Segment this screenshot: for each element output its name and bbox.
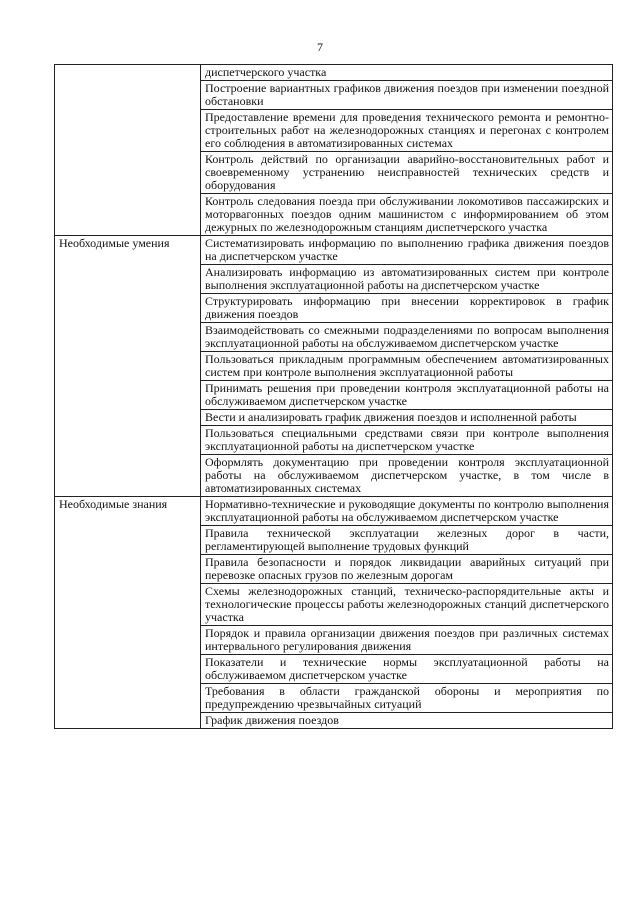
requirement-item: Принимать решения при проведении контроля эксплуатационной работы на обслуживаемом диспетчерском участке — [201, 381, 613, 410]
requirement-item: Требования в области гражданской обороны и мероприятия по предупреждению чрезвычайных ситуаций — [201, 684, 613, 713]
requirement-item: Пользоваться прикладным программным обеспечением автоматизированных систем при контроле выполнения эксплуатационной работы — [201, 352, 613, 381]
requirement-item: Нормативно-технические и руководящие документы по контролю выполнения эксплуатационной работы на обслуживаемом диспетчерском участке — [201, 497, 613, 526]
requirement-item: Предоставление времени для проведения технического ремонта и ремонтно-строительных работ на железнодорожных станциях и перегонах с контролем его соблюдения в автоматизированных системах — [201, 110, 613, 152]
requirement-item: График движения поездов — [201, 713, 613, 729]
table-row — [55, 236, 613, 265]
section-label: Необходимые умения — [55, 236, 201, 497]
requirement-item: Контроль действий по организации аварийно-восстановительных работ и своевременному устранению неисправностей технических средств и оборудования — [201, 152, 613, 194]
requirement-item: Правила безопасности и порядок ликвидации аварийных ситуаций при перевозке опасных грузов по железным дорогам — [201, 555, 613, 584]
requirement-item: диспетчерского участка — [201, 65, 613, 81]
requirement-item: Схемы железнодорожных станций, техническо-распорядительные акты и технологические процессы работы железнодорожных станций диспетчерского участка — [201, 584, 613, 626]
competency-table — [54, 64, 613, 729]
requirement-item: Систематизировать информацию по выполнению графика движения поездов на диспетчерском участке — [201, 236, 613, 265]
requirement-item: Структурировать информацию при внесении корректировок в график движения поездов — [201, 294, 613, 323]
requirement-item: Контроль следования поезда при обслуживании локомотивов пассажирских и моторвагонных поездов одним машинистом с информированием об этом дежурных по железнодорожным станциям диспетчерского участка — [201, 194, 613, 236]
section-label: Необходимые знания — [55, 497, 201, 729]
requirement-item: Показатели и технические нормы эксплуатационной работы на обслуживаемом диспетчерском участке — [201, 655, 613, 684]
requirement-item: Анализировать информацию из автоматизированных систем при контроле выполнения эксплуатационной работы на диспетчерском участке — [201, 265, 613, 294]
requirement-item: Порядок и правила организации движения поездов при различных системах интервального регулирования движения — [201, 626, 613, 655]
requirement-item: Оформлять документацию при проведении контроля эксплуатационной работы на обслуживаемом диспетчерском участке, в том числе в автоматизированных системах — [201, 455, 613, 497]
table-row — [55, 65, 613, 81]
requirement-item: Вести и анализировать график движения поездов и исполненной работы — [201, 410, 613, 426]
competency-table-body — [55, 65, 613, 729]
requirement-item: Пользоваться специальными средствами связи при контроле выполнения эксплуатационной работы на диспетчерском участке — [201, 426, 613, 455]
page-number: 7 — [317, 40, 323, 54]
requirement-item: Построение вариантных графиков движения поездов при изменении поездной обстановки — [201, 81, 613, 110]
section-label — [55, 65, 201, 236]
requirement-item: Правила технической эксплуатации железных дорог в части, регламентирующей выполнение трудовых функций — [201, 526, 613, 555]
requirement-item: Взаимодействовать со смежными подразделениями по вопросам выполнения эксплуатационной работы на обслуживаемом диспетчерском участке — [201, 323, 613, 352]
table-row — [55, 497, 613, 526]
